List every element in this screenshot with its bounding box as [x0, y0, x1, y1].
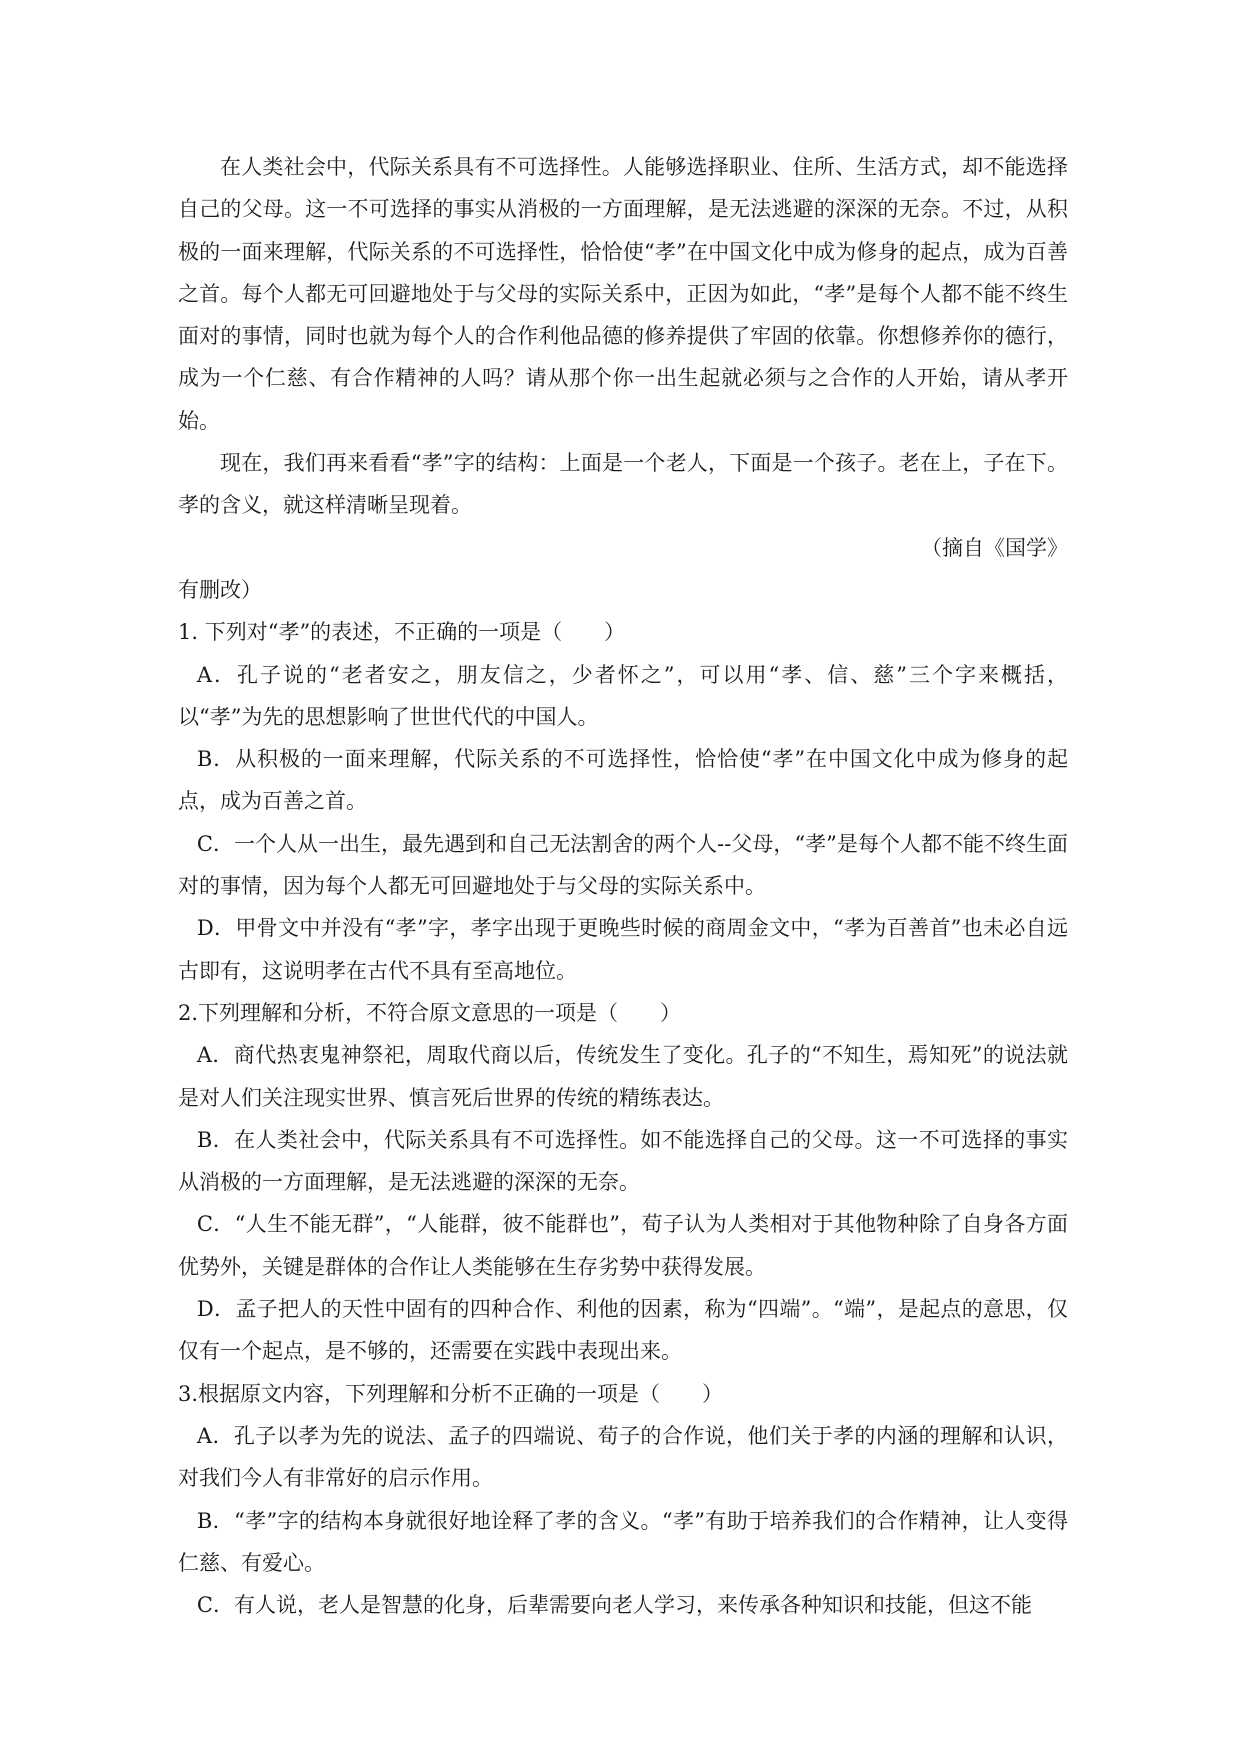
question-1-option-d: D．甲骨文中并没有“孝”字，孝字出现于更晚些时候的商周金文中，“孝为百善首”也未必自远古即有，这说明孝在古代不具有至高地位。 [178, 916, 1068, 983]
question-3-stem: 3.根据原文内容，下列理解和分析不正确的一项是（ ） [178, 1381, 724, 1406]
document-body [178, 146, 1068, 1626]
source-citation: （摘自《国学》 [921, 535, 1068, 560]
question-2-option-b: B．在人类社会中，代际关系具有不可选择性。如不能选择自己的父母。这一不可选择的事实从消极的一方面理解，是无法逃避的深深的无奈。 [178, 1127, 1068, 1195]
question-1-option-a: A．孔子说的“老者安之，朋友信之，少者怀之”，可以用“孝、信、慈”三个字来概括，以“孝”为先的思想影响了世世代代的中国人。 [178, 662, 1068, 729]
question-1-option-b: B．从积极的一面来理解，代际关系的不可选择性，恰恰使“孝”在中国文化中成为修身的起点，成为百善之首。 [178, 747, 1068, 814]
question-3-option-a: A．孔子以孝为先的说法、孟子的四端说、荀子的合作说，他们关于孝的内涵的理解和认识，对我们今人有非常好的启示作用。 [178, 1423, 1068, 1491]
passage-paragraph-1: 在人类社会中，代际关系具有不可选择性。人能够选择职业、住所、生活方式，却不能选择自己的父母。这一不可选择的事实从消极的一方面理解，是无法逃避的深深的无奈。不过，从积极的一面来理解，代际关系的不可选择性，恰恰使“孝”在中国文化中成为修身的起点，成为百善之首。每个人都无可回避地处于与父母的实际关系中，正因为如此，“孝”是每个人都不能不终生面对的事情，同时也就为每个人的合作利他品德的修养提供了牢固的依靠。你想修养你的德行，成为一个仁慈、有合作精神的人吗？请从那个你一出生起就必须与之合作的人开始，请从孝开始。 [178, 155, 1068, 433]
passage-paragraph-2 [178, 442, 1068, 527]
source-citation-end: 有删改） [178, 577, 262, 602]
question-2-option-d: D．孟子把人的天性中固有的四种合作、利他的因素，称为“四端”。“端”，是起点的意思，仅仅有一个起点，是不够的，还需要在实践中表现出来。 [178, 1297, 1068, 1364]
source-line [178, 527, 1068, 569]
question-2-option-a: A．商代热衷鬼神祭祀，周取代商以后，传统发生了变化。孔子的“不知生，焉知死”的说法就是对人们关注现实世界、慎言死后世界的传统的精练表达。 [178, 1043, 1068, 1110]
question-2-stem: 2.下列理解和分析，不符合原文意思的一项是（ ） [178, 1000, 682, 1025]
question-3-option-c: C．有人说，老人是智慧的化身，后辈需要向老人学习，来传承各种知识和技能，但这不能 [196, 1593, 1032, 1618]
question-1-stem: 1. 下列对“孝”的表述，不正确的一项是（ ） [178, 620, 626, 645]
passage-paragraph-2-text: 现在，我们再来看看“孝”字的结构：上面是一个老人，下面是一个孩子。老在上，子在下。孝的含义，就这样清晰呈现着。 [178, 451, 1068, 518]
question-3-option-b: B．“孝”字的结构本身就很好地诠释了孝的含义。“孝”有助于培养我们的合作精神，让人变得仁慈、有爱心。 [178, 1508, 1068, 1575]
question-1-option-c: C．一个人从一出生，最先遇到和自己无法割舍的两个人--父母，“孝”是每个人都不能不终生面对的事情，因为每个人都无可回避地处于与父母的实际关系中。 [178, 831, 1068, 899]
question-2-option-c: C．“人生不能无群”，“人能群，彼不能群也”，荀子认为人类相对于其他物种除了自身各方面优势外，关键是群体的合作让人类能够在生存劣势中获得发展。 [178, 1212, 1068, 1279]
